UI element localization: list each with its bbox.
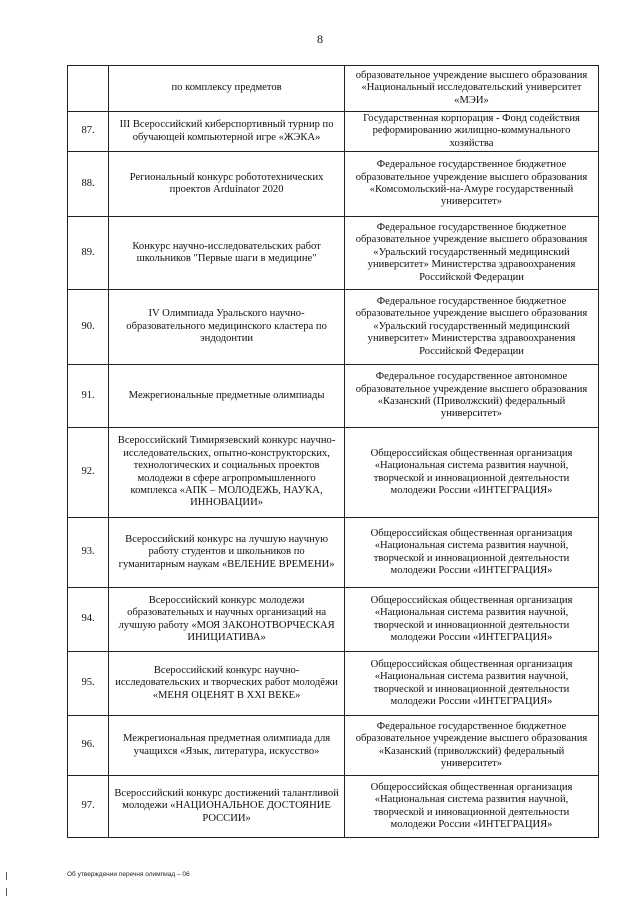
table-row xyxy=(68,518,599,588)
row-number: 91. xyxy=(68,365,109,428)
olympiad-title: Всероссийский Тимирязевский конкурс научно-исследовательских, опытно-конструкторских, технологических и социальных проектов молодежи в сфере агропромышленного комплекса «АПК – МОЛОДЕЖЬ, НАУКА, ИННОВАЦИИ» xyxy=(109,428,345,518)
table-row xyxy=(68,66,599,112)
table-row xyxy=(68,290,599,365)
table-row xyxy=(68,152,599,217)
organizer: Федеральное государственное бюджетное образовательное учреждение высшего образования «Уральский государственный медицинский университет» Министерства здравоохранения Российской Федерации xyxy=(345,290,599,365)
olympiad-title: Всероссийский конкурс научно-исследовательских и творческих работ молодёжи «МЕНЯ ОЦЕНЯТ В XXI ВЕКЕ» xyxy=(109,652,345,716)
organizer: Государственная корпорация - Фонд содействия реформированию жилищно-коммунального хозяйства xyxy=(345,112,599,152)
row-number: 92. xyxy=(68,428,109,518)
table-row xyxy=(68,428,599,518)
organizer: Общероссийская общественная организация «Национальная система развития научной, творческой и инновационной деятельности молодежи России «ИНТЕГРАЦИЯ» xyxy=(345,776,599,838)
olympiad-title: Региональный конкурс робототехнических проектов Arduinator 2020 xyxy=(109,152,345,217)
organizer: Федеральное государственное бюджетное образовательное учреждение высшего образования «Уральский государственный медицинский университет» Министерства здравоохранения Российской Федерации xyxy=(345,217,599,290)
table-row xyxy=(68,112,599,152)
row-number: 96. xyxy=(68,716,109,776)
organizer: Федеральное государственное автономное образовательное учреждение высшего образования «Казанский (Приволжский) федеральный университет» xyxy=(345,365,599,428)
olympiad-title: Конкурс научно-исследовательских работ школьников "Первые шаги в медицине" xyxy=(109,217,345,290)
table-row xyxy=(68,652,599,716)
olympiad-title: Всероссийский конкурс на лучшую научную работу студентов и школьников по гуманитарным наукам «ВЕЛЕНИЕ ВРЕМЕНИ» xyxy=(109,518,345,588)
olympiad-title: IV Олимпиада Уральского научно-образовательного медицинского кластера по эндодонтии xyxy=(109,290,345,365)
row-number: 87. xyxy=(68,112,109,152)
olympiad-title: Всероссийский конкурс достижений талантливой молодежи «НАЦИОНАЛЬНОЕ ДОСТОЯНИЕ РОССИИ» xyxy=(109,776,345,838)
margin-mark xyxy=(6,888,7,896)
table-row xyxy=(68,588,599,652)
organizer: Федеральное государственное бюджетное образовательное учреждение высшего образования «Комсомольский-на-Амуре государственный университет» xyxy=(345,152,599,217)
organizer: образовательное учреждение высшего образования «Национальный исследовательский университет «МЭИ» xyxy=(345,66,599,112)
olympiad-title: Межрегиональные предметные олимпиады xyxy=(109,365,345,428)
organizer: Общероссийская общественная организация «Национальная система развития научной, творческой и инновационной деятельности молодежи России «ИНТЕГРАЦИЯ» xyxy=(345,652,599,716)
row-number: 97. xyxy=(68,776,109,838)
organizer: Общероссийская общественная организация «Национальная система развития научной, творческой и инновационной деятельности молодежи России «ИНТЕГРАЦИЯ» xyxy=(345,588,599,652)
row-number xyxy=(68,66,109,112)
row-number: 88. xyxy=(68,152,109,217)
table-row xyxy=(68,365,599,428)
olympiad-table xyxy=(67,65,599,838)
table-row xyxy=(68,217,599,290)
organizer: Общероссийская общественная организация «Национальная система развития научной, творческой и инновационной деятельности молодежи России «ИНТЕГРАЦИЯ» xyxy=(345,518,599,588)
row-number: 90. xyxy=(68,290,109,365)
olympiad-title: Межрегиональная предметная олимпиада для учащихся «Язык, литература, искусство» xyxy=(109,716,345,776)
table-row xyxy=(68,776,599,838)
organizer: Общероссийская общественная организация «Национальная система развития научной, творческой и инновационной деятельности молодежи России «ИНТЕГРАЦИЯ» xyxy=(345,428,599,518)
row-number: 93. xyxy=(68,518,109,588)
row-number: 94. xyxy=(68,588,109,652)
page-number: 8 xyxy=(317,32,323,46)
row-number: 95. xyxy=(68,652,109,716)
margin-mark xyxy=(6,872,7,880)
table-row xyxy=(68,716,599,776)
organizer: Федеральное государственное бюджетное образовательное учреждение высшего образования «Казанский (приволжский) федеральный университет» xyxy=(345,716,599,776)
olympiad-title: III Всероссийский киберспортивный турнир по обучающей компьютерной игре «ЖЭКА» xyxy=(109,112,345,152)
row-number: 89. xyxy=(68,217,109,290)
olympiad-title: по комплексу предметов xyxy=(109,66,345,112)
olympiad-title: Всероссийский конкурс молодежи образовательных и научных организаций на лучшую работу «МОЯ ЗАКОНОТВОРЧЕСКАЯ ИНИЦИАТИВА» xyxy=(109,588,345,652)
footer-note: Об утверждении перечня олимпиад – 06 xyxy=(67,871,190,878)
